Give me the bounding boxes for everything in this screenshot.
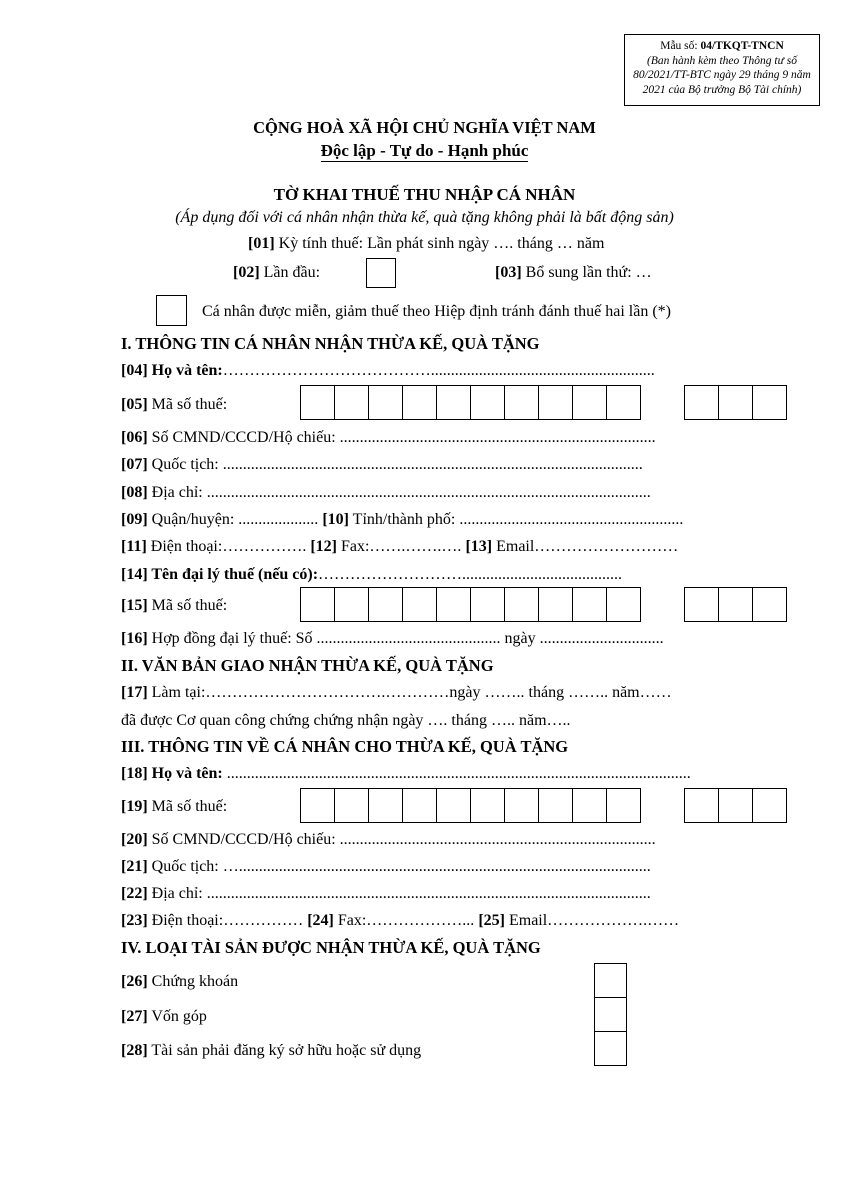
form-issuance-line-3: 80/2021/TT-BTC ngày 29 tháng 9 năm bbox=[633, 69, 811, 81]
field-06-id-number: [06] Số CMND/CCCD/Hộ chiếu: ............................................................................... bbox=[121, 429, 656, 446]
tax-code-branch-boxes[interactable] bbox=[684, 385, 787, 420]
donor-tax-code-branch-digit[interactable] bbox=[752, 788, 787, 823]
field-14-tax-agent: [14] Tên đại lý thuế (nếu có):………………………........................................ bbox=[121, 566, 623, 583]
donor-tax-code-digit-boxes[interactable] bbox=[300, 788, 641, 823]
agent-tax-code-digit-boxes[interactable] bbox=[300, 587, 641, 622]
tax-code-digit[interactable] bbox=[504, 385, 539, 420]
agent-tax-code-digit[interactable] bbox=[402, 587, 437, 622]
securities-checkbox[interactable] bbox=[594, 963, 627, 998]
agent-tax-code-digit[interactable] bbox=[538, 587, 573, 622]
section-2-heading: II. VĂN BẢN GIAO NHẬN THỪA KẾ, QUÀ TẶNG bbox=[121, 656, 494, 675]
field-11-13-contact: [11] Điện thoại:……………. [12] Fax:…….…….…. [13] Email……………………… bbox=[121, 538, 679, 555]
field-09-10-district-province: [09] Quận/huyện: .................... [10] Tỉnh/thành phố: ........................................................ bbox=[121, 511, 684, 528]
tax-period-line: [01] Kỳ tính thuế: Lần phát sinh ngày …. tháng … năm bbox=[248, 235, 605, 252]
field-07-nationality: [07] Quốc tịch: ......................................................................................................... bbox=[121, 456, 643, 473]
section-3-heading: III. THÔNG TIN VỀ CÁ NHÂN CHO THỪA KẾ, QUÀ TẶNG bbox=[121, 737, 569, 756]
tax-code-digit[interactable] bbox=[300, 385, 335, 420]
field-22-address: [22] Địa chỉ: ............................................................................................................... bbox=[121, 885, 651, 902]
section-1-heading: I. THÔNG TIN CÁ NHÂN NHẬN THỪA KẾ, QUÀ TẶNG bbox=[121, 334, 540, 353]
donor-tax-code-digit[interactable] bbox=[572, 788, 607, 823]
donor-tax-code-digit[interactable] bbox=[470, 788, 505, 823]
capital-contribution-checkbox[interactable] bbox=[594, 997, 627, 1032]
field-26-securities: [26] Chứng khoán bbox=[121, 973, 239, 990]
field-28-registered-assets: [28] Tài sản phải đăng ký sở hữu hoặc sử dụng bbox=[121, 1042, 422, 1059]
donor-tax-code-branch-digit[interactable] bbox=[684, 788, 719, 823]
form-issuance-line-2: (Ban hành kèm theo Thông tư số bbox=[646, 54, 797, 67]
tax-code-branch-digit[interactable] bbox=[684, 385, 719, 420]
tax-code-branch-digit[interactable] bbox=[752, 385, 787, 420]
tax-code-digit[interactable] bbox=[470, 385, 505, 420]
donor-tax-code-digit[interactable] bbox=[504, 788, 539, 823]
tax-code-digit[interactable] bbox=[572, 385, 607, 420]
donor-tax-code-digit[interactable] bbox=[334, 788, 369, 823]
donor-tax-code-branch-boxes[interactable] bbox=[684, 788, 787, 823]
treaty-exemption-checkbox[interactable] bbox=[156, 295, 187, 326]
field-16-agent-contract: [16] Hợp đồng đại lý thuế: Số .............................................. ngày ............................... bbox=[121, 630, 664, 647]
field-05-tax-code-label: [05] Mã số thuế: bbox=[121, 396, 228, 413]
agent-tax-code-branch-digit[interactable] bbox=[752, 587, 787, 622]
national-motto: Độc lập - Tự do - Hạnh phúc bbox=[320, 141, 529, 160]
agent-tax-code-digit[interactable] bbox=[470, 587, 505, 622]
form-code: 04/TKQT-TNCN bbox=[700, 40, 784, 52]
tax-code-branch-digit[interactable] bbox=[718, 385, 753, 420]
agent-tax-code-digit[interactable] bbox=[504, 587, 539, 622]
agent-tax-code-digit[interactable] bbox=[300, 587, 335, 622]
agent-tax-code-branch-digit[interactable] bbox=[718, 587, 753, 622]
agent-tax-code-digit[interactable] bbox=[606, 587, 641, 622]
first-time-checkbox[interactable] bbox=[366, 258, 396, 288]
field-15-agent-tax-code-label: [15] Mã số thuế: bbox=[121, 597, 228, 614]
tax-code-digit-boxes[interactable] bbox=[300, 385, 641, 420]
tax-code-digit[interactable] bbox=[538, 385, 573, 420]
field-18-full-name: [18] Họ và tên: .................................................................................................................... bbox=[121, 765, 691, 782]
donor-tax-code-digit[interactable] bbox=[368, 788, 403, 823]
donor-tax-code-digit[interactable] bbox=[538, 788, 573, 823]
agent-tax-code-digit[interactable] bbox=[334, 587, 369, 622]
asset-type-checkboxes bbox=[594, 963, 627, 1066]
tax-code-digit[interactable] bbox=[436, 385, 471, 420]
field-19-tax-code-label: [19] Mã số thuế: bbox=[121, 798, 228, 815]
form-title: TỜ KHAI THUẾ THU NHẬP CÁ NHÂN bbox=[273, 185, 576, 204]
tax-code-digit[interactable] bbox=[368, 385, 403, 420]
field-23-25-contact: [23] Điện thoại:…………… [24] Fax:………………... [25] Email……………….…… bbox=[121, 912, 680, 929]
form-code-line: Mẫu số: 04/TKQT-TNCN bbox=[660, 40, 784, 52]
tax-code-digit[interactable] bbox=[606, 385, 641, 420]
tax-code-digit[interactable] bbox=[402, 385, 437, 420]
donor-tax-code-digit[interactable] bbox=[606, 788, 641, 823]
field-17-made-at: [17] Làm tại:…………………………….…………ngày …….. tháng …….. năm…… bbox=[121, 684, 672, 701]
donor-tax-code-digit[interactable] bbox=[300, 788, 335, 823]
agent-tax-code-digit[interactable] bbox=[368, 587, 403, 622]
form-subtitle: (Áp dụng đối với cá nhân nhận thừa kế, quà tặng không phải là bất động sản) bbox=[175, 209, 674, 226]
donor-tax-code-branch-digit[interactable] bbox=[718, 788, 753, 823]
country-name: CỘNG HOÀ XÃ HỘI CHỦ NGHĨA VIỆT NAM bbox=[253, 118, 596, 137]
donor-tax-code-digit[interactable] bbox=[402, 788, 437, 823]
first-time-label: [02] Lần đầu: bbox=[233, 264, 321, 281]
field-04-full-name: [04] Họ và tên:…………………………………........................................................ bbox=[121, 362, 655, 379]
field-21-nationality: [21] Quốc tịch: …....................................................................................................... bbox=[121, 858, 651, 875]
field-08-address: [08] Địa chỉ: ............................................................................................................... bbox=[121, 484, 651, 501]
agent-tax-code-branch-digit[interactable] bbox=[684, 587, 719, 622]
agent-tax-code-branch-boxes[interactable] bbox=[684, 587, 787, 622]
registered-assets-checkbox[interactable] bbox=[594, 1031, 627, 1066]
donor-tax-code-digit[interactable] bbox=[436, 788, 471, 823]
supplement-label: [03] Bổ sung lần thứ: … bbox=[495, 264, 652, 281]
form-issuance-line-4: 2021 của Bộ trưởng Bộ Tài chính) bbox=[642, 83, 802, 96]
notarization-note: đã được Cơ quan công chứng chứng nhận ngày …. tháng ….. năm….. bbox=[121, 712, 571, 729]
field-27-capital-contribution: [27] Vốn góp bbox=[121, 1008, 207, 1025]
agent-tax-code-digit[interactable] bbox=[572, 587, 607, 622]
form-code-box bbox=[624, 34, 820, 106]
section-4-heading: IV. LOẠI TÀI SẢN ĐƯỢC NHẬN THỪA KẾ, QUÀ TẶNG bbox=[121, 938, 541, 957]
tax-code-digit[interactable] bbox=[334, 385, 369, 420]
field-20-id-number: [20] Số CMND/CCCD/Hộ chiếu: ............................................................................... bbox=[121, 831, 656, 848]
treaty-exemption-label: Cá nhân được miễn, giảm thuế theo Hiệp định tránh đánh thuế hai lần (*) bbox=[202, 303, 672, 320]
agent-tax-code-digit[interactable] bbox=[436, 587, 471, 622]
